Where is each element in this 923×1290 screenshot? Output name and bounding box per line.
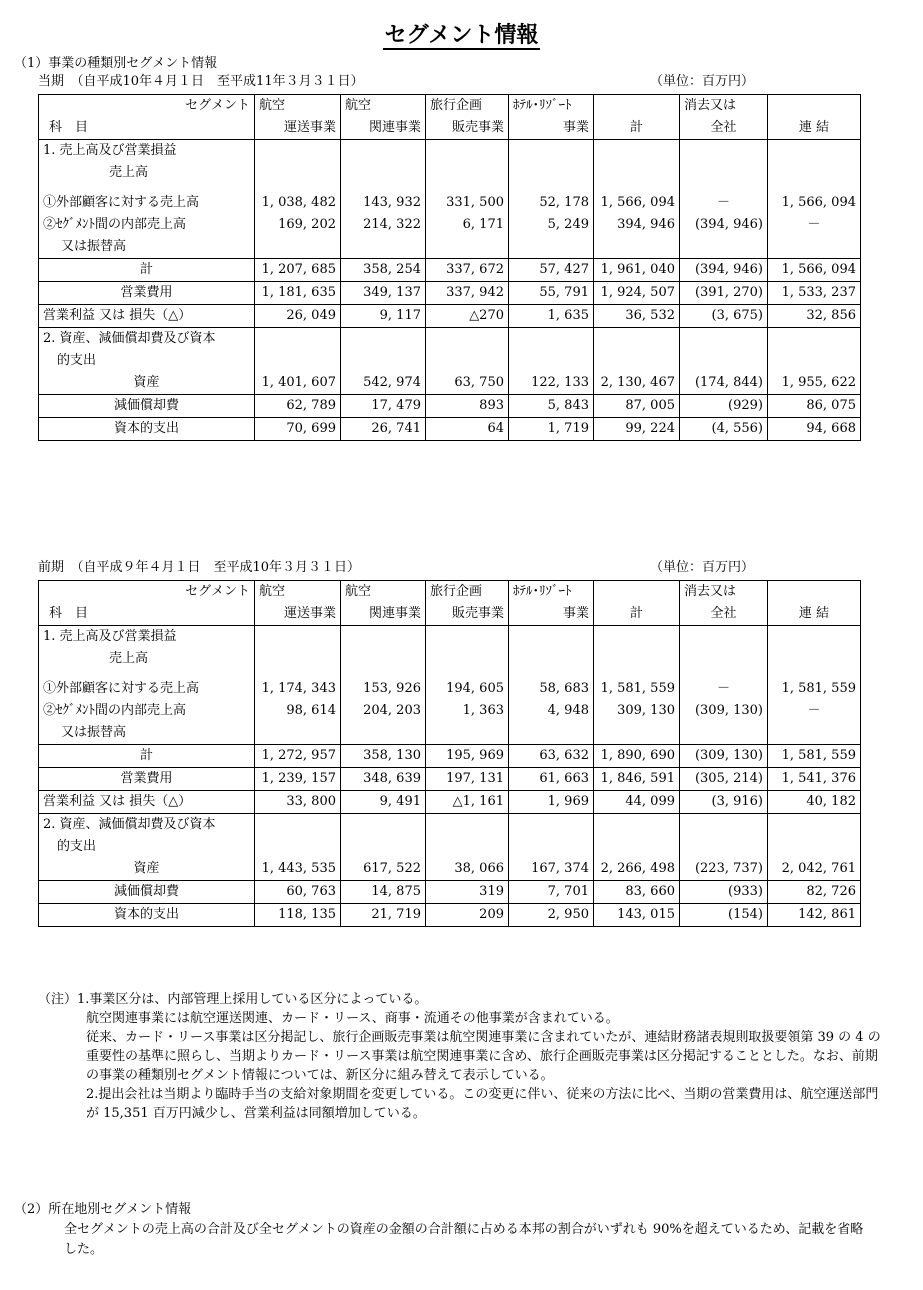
cell-depr: 60, 763	[255, 881, 341, 904]
cell-depr: 17, 479	[341, 395, 426, 418]
header-col-bottom: 販売事業	[426, 117, 509, 140]
row-depr	[39, 881, 861, 904]
cell-opex: 337, 942	[426, 282, 509, 305]
row-assets	[39, 858, 861, 881]
cell-external: －	[680, 678, 768, 700]
cell-opex: 1, 924, 507	[594, 282, 680, 305]
label-internal: ②ｾｸﾞﾒﾝﾄ間の内部売上高	[39, 700, 255, 722]
row-internal	[39, 214, 861, 236]
cell-opinc: (3, 675)	[680, 305, 768, 328]
label-asset-group: 2. 資産、減価償却費及び資本	[39, 814, 255, 837]
header-col-bottom: 連 結	[768, 603, 861, 626]
note1-head: （注）1.事業区分は、内部管理上採用している区分によっている。	[38, 992, 428, 1007]
header-col-bottom: 関連事業	[341, 117, 426, 140]
cell-assets: 1, 443, 535	[255, 858, 341, 881]
cell-depr: 82, 726	[768, 881, 861, 904]
row-opex	[39, 282, 861, 305]
row-internal2	[39, 236, 861, 259]
cell-opex: 349, 137	[341, 282, 426, 305]
header-col-top: 航空	[255, 95, 341, 118]
cell-total: 63, 632	[509, 745, 594, 768]
row-asset-group2	[39, 350, 861, 372]
cell-internal: 1, 363	[426, 700, 509, 722]
row-external	[39, 678, 861, 700]
label-capex: 資本的支出	[39, 904, 255, 927]
cell-capex: 2, 950	[509, 904, 594, 927]
cell-external: 1, 581, 559	[594, 678, 680, 700]
label-total: 計	[39, 745, 255, 768]
cell-opex: 1, 239, 157	[255, 768, 341, 791]
row-asset-group2	[39, 836, 861, 858]
cell-internal: 394, 946	[594, 214, 680, 236]
label-opex: 営業費用	[39, 768, 255, 791]
cell-opinc: 33, 800	[255, 791, 341, 814]
cell-external: 52, 178	[509, 192, 594, 214]
cell-opex: 61, 663	[509, 768, 594, 791]
cell-assets: 167, 374	[509, 858, 594, 881]
cell-depr: 893	[426, 395, 509, 418]
row-sales-group	[39, 626, 861, 649]
cell-external: 331, 500	[426, 192, 509, 214]
header-col-top	[768, 581, 861, 604]
cell-opinc: △1, 161	[426, 791, 509, 814]
note1-a: 航空関連事業には航空運送関連、カード・リース、商事・流通その他事業が含まれている。	[86, 1011, 619, 1026]
cell-depr: 5, 843	[509, 395, 594, 418]
cell-opinc: 44, 099	[594, 791, 680, 814]
cell-depr: 87, 005	[594, 395, 680, 418]
cell-opex: (391, 270)	[680, 282, 768, 305]
row-asset-group	[39, 328, 861, 351]
cell-opinc: 26, 049	[255, 305, 341, 328]
header-col-bottom: 全社	[680, 603, 768, 626]
cell-opinc: 1, 969	[509, 791, 594, 814]
header-row-top	[39, 581, 861, 604]
cell-total: 1, 207, 685	[255, 259, 341, 282]
cell-assets: 2, 042, 761	[768, 858, 861, 881]
cell-internal: 4, 948	[509, 700, 594, 722]
label-assets: 資産	[39, 372, 255, 395]
section2	[14, 1200, 894, 1260]
row-internal	[39, 700, 861, 722]
cell-depr: 83, 660	[594, 881, 680, 904]
row-sales	[39, 648, 861, 670]
cell-total: 358, 130	[341, 745, 426, 768]
header-row-top	[39, 95, 861, 118]
row-opinc	[39, 791, 861, 814]
header-col-top: 航空	[341, 95, 426, 118]
cell-external: 1, 174, 343	[255, 678, 341, 700]
label-total: 計	[39, 259, 255, 282]
header-col-top	[768, 95, 861, 118]
row-internal2	[39, 722, 861, 745]
header-subject: 科 目	[39, 603, 255, 626]
cell-depr: 7, 701	[509, 881, 594, 904]
section2-heading: （2）所在地別セグメント情報	[14, 1202, 192, 1217]
cell-external: 1, 581, 559	[768, 678, 861, 700]
cell-capex: 26, 741	[341, 418, 426, 441]
cell-external: 153, 926	[341, 678, 426, 700]
header-col-top: ﾎﾃﾙ･ﾘｿﾞｰﾄ	[509, 581, 594, 604]
unit-label-previous: （単位：百万円）	[650, 560, 755, 575]
page-title: セグメント情報	[384, 22, 539, 48]
row-assets	[39, 372, 861, 395]
cell-total: 1, 566, 094	[768, 259, 861, 282]
row-opinc	[39, 305, 861, 328]
row-capex	[39, 904, 861, 927]
cell-opex: 348, 639	[341, 768, 426, 791]
period-previous: 前期 （自平成９年４月１日 至平成10年３月３１日）	[38, 560, 361, 575]
header-col-bottom: 関連事業	[341, 603, 426, 626]
cell-depr: 62, 789	[255, 395, 341, 418]
unit-label-current: （単位：百万円）	[650, 74, 755, 89]
label-internal2: 又は振替高	[39, 236, 255, 259]
cell-depr: (929)	[680, 395, 768, 418]
cell-total: 1, 581, 559	[768, 745, 861, 768]
header-col-bottom: 事業	[509, 603, 594, 626]
cell-opex: 197, 131	[426, 768, 509, 791]
label-sales: 売上高	[39, 648, 255, 670]
cell-assets: (223, 737)	[680, 858, 768, 881]
header-subject: 科 目	[39, 117, 255, 140]
cell-internal: 204, 203	[341, 700, 426, 722]
cell-opinc: 36, 532	[594, 305, 680, 328]
cell-total: 195, 969	[426, 745, 509, 768]
row-total	[39, 745, 861, 768]
header-col-bottom: 運送事業	[255, 603, 341, 626]
cell-assets: 542, 974	[341, 372, 426, 395]
header-row-bottom	[39, 117, 861, 140]
cell-internal: 98, 614	[255, 700, 341, 722]
header-col-top: 消去又は	[680, 581, 768, 604]
label-asset-group2: 的支出	[39, 350, 255, 372]
label-opinc: 営業利益 又は 損失（△）	[39, 791, 255, 814]
cell-assets: 38, 066	[426, 858, 509, 881]
cell-capex: 94, 668	[768, 418, 861, 441]
cell-opinc: 40, 182	[768, 791, 861, 814]
header-row-bottom	[39, 603, 861, 626]
label-opinc: 営業利益 又は 損失（△）	[39, 305, 255, 328]
cell-assets: 63, 750	[426, 372, 509, 395]
header-col-bottom: 全社	[680, 117, 768, 140]
cell-internal: 5, 249	[509, 214, 594, 236]
cell-external: 1, 566, 094	[768, 192, 861, 214]
cell-capex: 64	[426, 418, 509, 441]
header-col-bottom: 計	[594, 117, 680, 140]
header-col-top	[594, 581, 680, 604]
header-col-top: 航空	[341, 581, 426, 604]
header-segment: セグメント	[39, 95, 255, 118]
cell-capex: (154)	[680, 904, 768, 927]
cell-opex: 1, 541, 376	[768, 768, 861, 791]
header-col-top: ﾎﾃﾙ･ﾘｿﾞｰﾄ	[509, 95, 594, 118]
cell-internal: (309, 130)	[680, 700, 768, 722]
label-external: ①外部顧客に対する売上高	[39, 192, 255, 214]
row-total	[39, 259, 861, 282]
cell-total: 1, 272, 957	[255, 745, 341, 768]
row-external	[39, 192, 861, 214]
cell-opex: 55, 791	[509, 282, 594, 305]
cell-opinc: △270	[426, 305, 509, 328]
cell-opex: 1, 533, 237	[768, 282, 861, 305]
cell-opex: 1, 181, 635	[255, 282, 341, 305]
cell-external: 1, 566, 094	[594, 192, 680, 214]
cell-capex: 209	[426, 904, 509, 927]
label-internal: ②ｾｸﾞﾒﾝﾄ間の内部売上高	[39, 214, 255, 236]
cell-opinc: 32, 856	[768, 305, 861, 328]
cell-external: －	[680, 192, 768, 214]
label-opex: 営業費用	[39, 282, 255, 305]
header-col-bottom: 計	[594, 603, 680, 626]
cell-total: 1, 961, 040	[594, 259, 680, 282]
cell-depr: 319	[426, 881, 509, 904]
cell-internal: (394, 946)	[680, 214, 768, 236]
label-depr: 減価償却費	[39, 881, 255, 904]
cell-total: 337, 672	[426, 259, 509, 282]
note2: 2.提出会社は当期より臨時手当の支給対象期間を変更している。この変更に伴い、従来の方法に比べ、当期の営業費用は、航空運送部門が 15,351 百万円減少し、営業利益は同額増加している。	[86, 1087, 879, 1121]
cell-opinc: 1, 635	[509, 305, 594, 328]
row-sales-group	[39, 140, 861, 163]
label-sales-group: 1. 売上高及び営業損益	[39, 626, 255, 649]
cell-external: 58, 683	[509, 678, 594, 700]
row-depr	[39, 395, 861, 418]
note1-b: 従来、カード・リース事業は区分掲記し、旅行企画販売事業は航空関連事業に含まれていたが、連結財務諸表規則取扱要領第 39 の 4 の重要性の基準に照らし、当期よりカード・リース事業は航空関連事業に含め、旅行企画販売事業は区分掲記することとした。なお、前期の事業の種類別セグメント情報については、新区分に組み替えて表示している。	[86, 1030, 881, 1083]
label-asset-group: 2. 資産、減価償却費及び資本	[39, 328, 255, 351]
header-col-top: 消去又は	[680, 95, 768, 118]
cell-external: 1, 038, 482	[255, 192, 341, 214]
section1-heading: （1）事業の種類別セグメント情報	[14, 56, 218, 71]
cell-total: 1, 890, 690	[594, 745, 680, 768]
cell-depr: 86, 075	[768, 395, 861, 418]
header-col-bottom: 連 結	[768, 117, 861, 140]
row-sales	[39, 162, 861, 184]
cell-opex: (305, 214)	[680, 768, 768, 791]
cell-opinc: (3, 916)	[680, 791, 768, 814]
cell-assets: 1, 955, 622	[768, 372, 861, 395]
cell-assets: 617, 522	[341, 858, 426, 881]
header-col-bottom: 運送事業	[255, 117, 341, 140]
cell-capex: 1, 719	[509, 418, 594, 441]
cell-total: 57, 427	[509, 259, 594, 282]
cell-opinc: 9, 117	[341, 305, 426, 328]
row-capex	[39, 418, 861, 441]
cell-capex: 99, 224	[594, 418, 680, 441]
label-internal2: 又は振替高	[39, 722, 255, 745]
row-opex	[39, 768, 861, 791]
cell-external: 194, 605	[426, 678, 509, 700]
cell-depr: 14, 875	[341, 881, 426, 904]
cell-capex: 21, 719	[341, 904, 426, 927]
cell-depr: (933)	[680, 881, 768, 904]
cell-opex: 1, 846, 591	[594, 768, 680, 791]
label-sales-group: 1. 売上高及び営業損益	[39, 140, 255, 163]
segment-table-previous	[38, 580, 861, 927]
cell-assets: 122, 133	[509, 372, 594, 395]
cell-assets: 2, 266, 498	[594, 858, 680, 881]
header-col-bottom: 事業	[509, 117, 594, 140]
label-asset-group2: 的支出	[39, 836, 255, 858]
cell-internal: 309, 130	[594, 700, 680, 722]
cell-internal: －	[768, 700, 861, 722]
header-col-top: 旅行企画	[426, 95, 509, 118]
cell-internal: －	[768, 214, 861, 236]
header-segment: セグメント	[39, 581, 255, 604]
cell-internal: 214, 322	[341, 214, 426, 236]
section2-body: 全セグメントの売上高の合計及び全セグメントの資産の金額の合計額に占める本邦の割合がいずれも 90%を超えているため、記載を省略した。	[64, 1222, 864, 1257]
cell-assets: 1, 401, 607	[255, 372, 341, 395]
cell-internal: 169, 202	[255, 214, 341, 236]
label-assets: 資産	[39, 858, 255, 881]
cell-capex: 118, 135	[255, 904, 341, 927]
cell-capex: 142, 861	[768, 904, 861, 927]
period-current: 当期 （自平成10年４月１日 至平成11年３月３１日）	[38, 74, 364, 89]
row-asset-group	[39, 814, 861, 837]
label-depr: 減価償却費	[39, 395, 255, 418]
header-col-top: 航空	[255, 581, 341, 604]
cell-capex: 70, 699	[255, 418, 341, 441]
label-capex: 資本的支出	[39, 418, 255, 441]
cell-capex: (4, 556)	[680, 418, 768, 441]
cell-opinc: 9, 491	[341, 791, 426, 814]
cell-internal: 6, 171	[426, 214, 509, 236]
cell-assets: (174, 844)	[680, 372, 768, 395]
cell-total: 358, 254	[341, 259, 426, 282]
header-col-top: 旅行企画	[426, 581, 509, 604]
cell-capex: 143, 015	[594, 904, 680, 927]
cell-assets: 2, 130, 467	[594, 372, 680, 395]
notes	[38, 990, 890, 1123]
label-sales: 売上高	[39, 162, 255, 184]
segment-table-current	[38, 94, 861, 441]
label-external: ①外部顧客に対する売上高	[39, 678, 255, 700]
cell-external: 143, 932	[341, 192, 426, 214]
header-col-bottom: 販売事業	[426, 603, 509, 626]
cell-total: (309, 130)	[680, 745, 768, 768]
cell-total: (394, 946)	[680, 259, 768, 282]
header-col-top	[594, 95, 680, 118]
